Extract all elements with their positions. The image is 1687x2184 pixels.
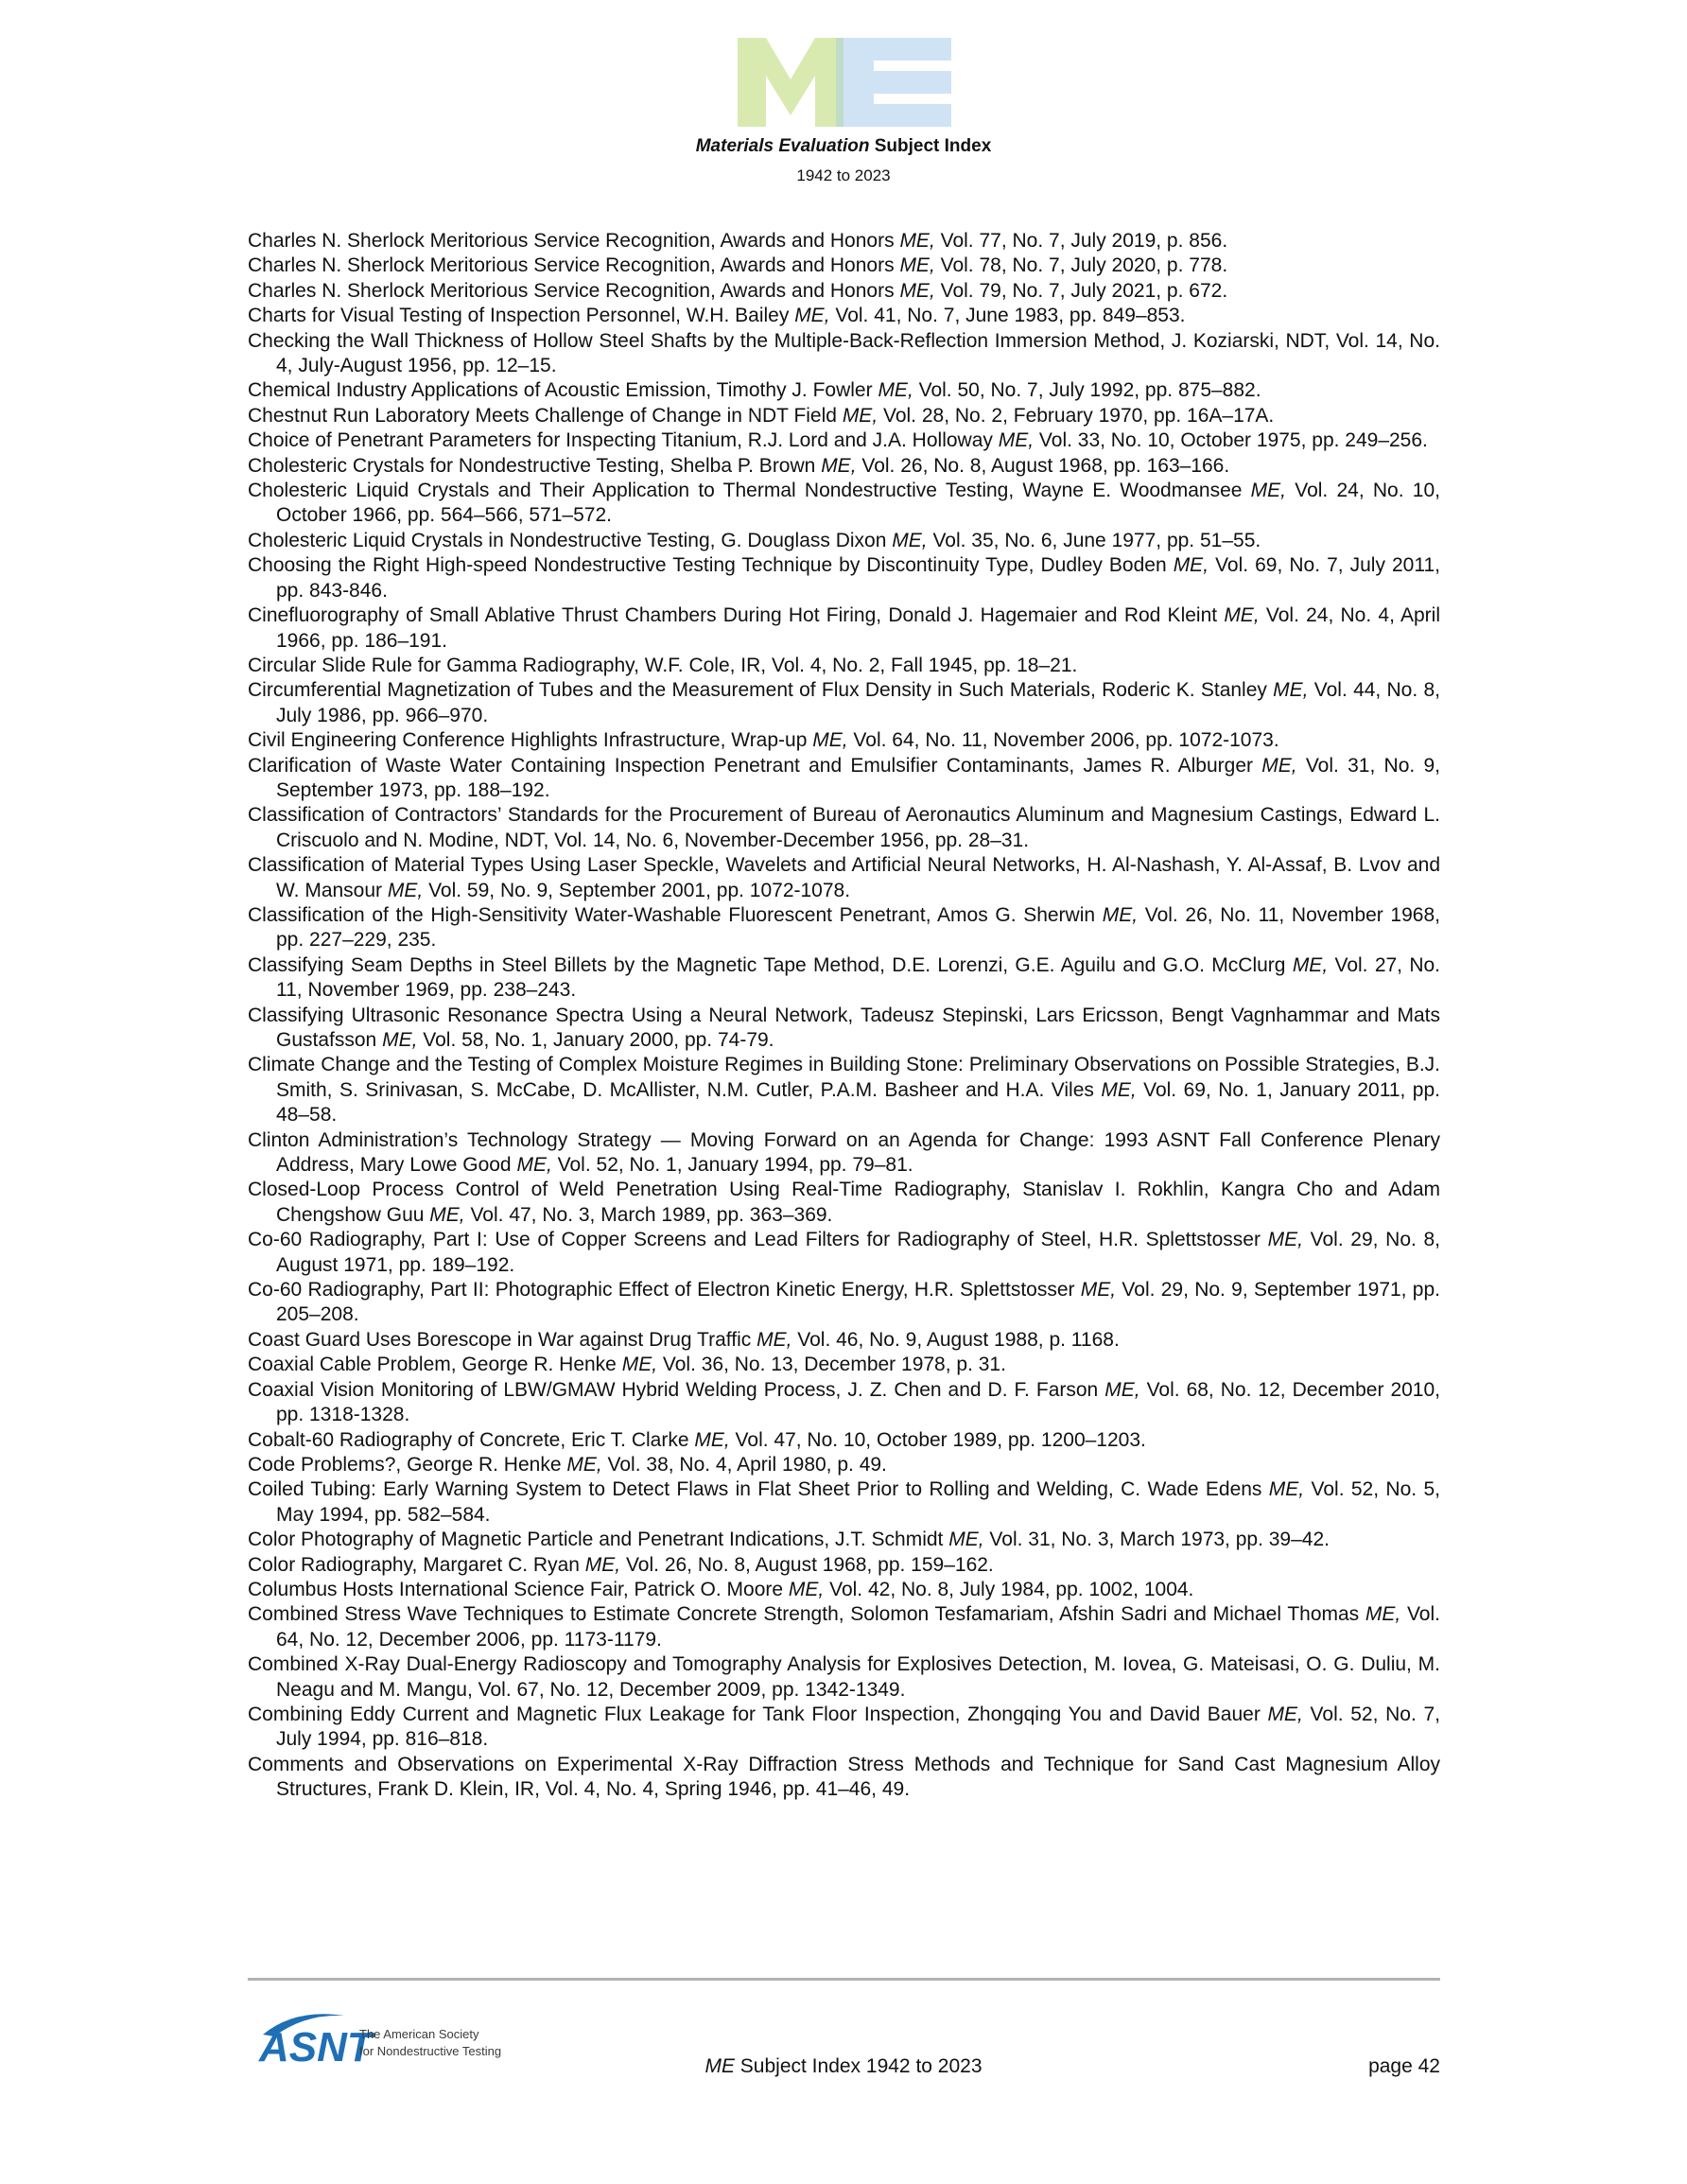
entry-title: Chestnut Run Laboratory Meets Challenge of Change in NDT Field bbox=[248, 404, 837, 427]
index-entry bbox=[248, 1278, 1440, 1328]
entry-title: Comments and Observations on Experimental X-Ray Diffraction Stress Methods and Technique for Sand Cast Magnesium Alloy Structures, Frank D. Klein, IR, Vol. 4, No. 4, Spring 1946, pp. 41–46, 49. bbox=[248, 1753, 1440, 1801]
m-letter-shape bbox=[738, 38, 844, 127]
entry-citation: Vol. 64, No. 11, November 2006, pp. 1072-1073. bbox=[847, 729, 1279, 752]
entry-citation: Vol. 26, No. 8, August 1968, pp. 163–166. bbox=[856, 454, 1230, 477]
entry-publication: ME, bbox=[382, 1029, 418, 1051]
entry-citation: Vol. 59, No. 9, September 2001, pp. 1072-1078. bbox=[423, 879, 851, 901]
entry-publication: ME, bbox=[429, 1203, 465, 1226]
index-entry bbox=[248, 1602, 1440, 1652]
entry-publication: ME, bbox=[1250, 480, 1287, 502]
entry-title: Coiled Tubing: Early Warning System to Detect Flaws in Flat Sheet Prior to Rolling and Welding, C. Wade Edens bbox=[248, 1478, 1262, 1501]
entry-citation: Vol. 38, No. 4, April 1980, p. 49. bbox=[601, 1453, 887, 1476]
entry-title: Co-60 Radiography, Part I: Use of Copper Screens and Lead Filters for Radiography of Steel, H.R. Splettstosser bbox=[248, 1229, 1261, 1251]
asnt-org-line-1: The American Society bbox=[359, 2027, 479, 2041]
entry-publication: ME, bbox=[1267, 1703, 1303, 1725]
entry-citation: Vol. 24, No. 4, April 1966, pp. 186–191. bbox=[276, 604, 1440, 652]
journal-title bbox=[0, 136, 1687, 157]
entry-citation: Vol. 44, No. 8, July 1986, pp. 966–970. bbox=[276, 679, 1440, 726]
entry-title: Climate Change and the Testing of Complex Moisture Regimes in Building Stone: Preliminary Observations on Possible Strategies, B.J. Smith, S. Srinivasan, S. McCabe, D. McAllister, N.M. Cutler, P.A.M. Basheer and H.A. Viles bbox=[248, 1054, 1440, 1101]
entry-citation: Vol. 26, No. 11, November 1968, pp. 227–229, 235. bbox=[276, 903, 1440, 952]
index-entry bbox=[248, 378, 1440, 403]
index-entry bbox=[248, 1753, 1440, 1803]
index-entry bbox=[248, 454, 1440, 479]
entry-citation: Vol. 33, No. 10, October 1975, pp. 249–256. bbox=[1034, 429, 1428, 452]
index-entry bbox=[248, 1004, 1440, 1054]
entry-publication: ME, bbox=[1102, 903, 1139, 926]
entry-citation: Vol. 31, No. 3, March 1973, pp. 39–42. bbox=[983, 1529, 1330, 1551]
index-entry bbox=[248, 603, 1440, 654]
entry-title: Civil Engineering Conference Highlights Infrastructure, Wrap-up bbox=[248, 729, 808, 752]
entry-title: Clarification of Waste Water Containing Inspection Penetrant and Emulsifier Contaminants, James R. Alburger bbox=[248, 754, 1253, 777]
entry-title: Classification of Contractors’ Standards for the Procurement of Bureau of Aeronautics Aluminum and Magnesium Castings, Edward L. Criscuolo and N. Modine, NDT, Vol. 14, No. 6, November-December 1956, pp. 28–31. bbox=[248, 804, 1440, 851]
entry-citation: Vol. 27, No. 11, November 1969, pp. 238–243. bbox=[276, 953, 1441, 1002]
page-number: page 42 bbox=[1368, 2055, 1440, 2077]
entry-title: Columbus Hosts International Science Fair, Patrick O. Moore bbox=[248, 1578, 784, 1600]
entry-publication: ME, bbox=[516, 1154, 552, 1177]
index-entry bbox=[248, 304, 1440, 328]
entry-title: Code Problems?, George R. Henke bbox=[248, 1453, 562, 1476]
index-entry bbox=[248, 428, 1440, 453]
entry-title: Choice of Penetrant Parameters for Inspecting Titanium, R.J. Lord and J.A. Holloway bbox=[248, 429, 993, 452]
entry-publication: ME, bbox=[1080, 1279, 1117, 1302]
entry-citation: Vol. 69, No. 1, January 2011, pp. 48–58. bbox=[276, 1078, 1440, 1127]
journal-suffix: Subject Index bbox=[869, 136, 992, 156]
entry-title: Circular Slide Rule for Gamma Radiography, W.F. Cole, IR, Vol. 4, No. 2, Fall 1945, pp. 18–21. bbox=[248, 654, 1078, 676]
index-entry bbox=[248, 1428, 1440, 1453]
entry-citation: Vol. 77, No. 7, July 2019, p. 856. bbox=[934, 230, 1228, 252]
entry-title: Closed-Loop Process Control of Weld Penetration Using Real-Time Radiography, Stanislav I. Rokhlin, Kangra Cho and Adam Chengshow Guu bbox=[248, 1179, 1440, 1226]
index-entry bbox=[248, 329, 1440, 379]
index-entry bbox=[248, 903, 1440, 953]
entry-citation: Vol. 69, No. 7, July 2011, pp. 843-846. bbox=[276, 554, 1440, 602]
entry-title: Circumferential Magnetization of Tubes and the Measurement of Flux Density in Such Materials, Roderic K. Stanley bbox=[248, 679, 1267, 702]
entry-title: Cholesteric Crystals for Nondestructive Testing, Shelba P. Brown bbox=[248, 454, 816, 477]
entry-title: Charles N. Sherlock Meritorious Service Recognition, Awards and Honors bbox=[248, 230, 895, 252]
entry-title: Choosing the Right High-speed Nondestructive Testing Technique by Discontinuity Type, Dudley Boden bbox=[248, 554, 1167, 577]
entry-title: Cobalt-60 Radiography of Concrete, Eric T. Clarke bbox=[248, 1428, 689, 1451]
entry-publication: ME, bbox=[899, 254, 935, 277]
entry-publication: ME, bbox=[1261, 754, 1297, 777]
entry-publication: ME, bbox=[694, 1428, 730, 1451]
logo-overlap bbox=[836, 38, 844, 127]
entry-publication: ME, bbox=[1224, 604, 1260, 627]
entry-title: Charles N. Sherlock Meritorious Service Recognition, Awards and Honors bbox=[248, 254, 895, 277]
index-entry bbox=[248, 803, 1440, 853]
footer-divider bbox=[248, 1978, 1440, 1981]
entry-publication: ME, bbox=[948, 1529, 984, 1551]
asnt-logo-text: ASNT bbox=[259, 2024, 373, 2070]
entry-citation: Vol. 79, No. 7, July 2021, p. 672. bbox=[934, 279, 1228, 302]
index-entry bbox=[248, 1378, 1440, 1428]
entry-citation: Vol. 50, No. 7, July 1992, pp. 875–882. bbox=[913, 379, 1261, 402]
entry-title: Classification of Material Types Using Laser Speckle, Wavelets and Artificial Neural Networks, H. Al-Nashash, Y. Al-Assaf, B. Lvov and W. Mansour bbox=[248, 854, 1440, 901]
entry-publication: ME, bbox=[842, 404, 878, 427]
index-entry bbox=[248, 754, 1440, 804]
index-entry bbox=[248, 1703, 1440, 1753]
index-entry bbox=[248, 1477, 1440, 1528]
index-entry bbox=[248, 1528, 1440, 1552]
entry-title: Color Radiography, Margaret C. Ryan bbox=[248, 1553, 580, 1576]
entry-publication: ME, bbox=[1292, 953, 1329, 976]
entry-title: Clinton Administration’s Technology Strategy — Moving Forward on an Agenda for Change: 1993 ASNT Fall Conference Plenary Address, Mary Lowe Good bbox=[248, 1128, 1440, 1177]
entry-citation: Vol. 47, No. 3, March 1989, pp. 363–369. bbox=[464, 1203, 833, 1226]
entry-publication: ME, bbox=[821, 454, 857, 477]
footer-index-abbrev: ME bbox=[704, 2055, 735, 2077]
entry-title: Classifying Seam Depths in Steel Billets by the Magnetic Tape Method, D.E. Lorenzi, G.E. Aguilu and G.O. McClurg bbox=[248, 953, 1286, 976]
entry-citation: Vol. 47, No. 10, October 1989, pp. 1200–1203. bbox=[729, 1428, 1146, 1451]
index-entry bbox=[248, 279, 1440, 304]
entry-publication: ME, bbox=[621, 1354, 658, 1376]
entry-publication: ME, bbox=[584, 1553, 621, 1576]
entry-title: Coaxial Cable Problem, George R. Henke bbox=[248, 1354, 617, 1376]
index-entry bbox=[248, 1453, 1440, 1477]
entry-title: Cinefluorography of Small Ablative Thrust Chambers During Hot Firing, Donald J. Hagemaier and Rod Kleint bbox=[248, 604, 1218, 627]
entry-citation: Vol. 52, No. 7, July 1994, pp. 816–818. bbox=[276, 1703, 1440, 1751]
entry-publication: ME, bbox=[788, 1578, 825, 1600]
entry-publication: ME, bbox=[794, 305, 830, 327]
index-entry bbox=[248, 728, 1440, 753]
entry-publication: ME, bbox=[1104, 1378, 1140, 1401]
index-entry bbox=[248, 1053, 1440, 1127]
entry-citation: Vol. 58, No. 1, January 2000, pp. 74-79. bbox=[417, 1029, 774, 1051]
entry-citation: Vol. 46, No. 9, August 1988, p. 1168. bbox=[791, 1328, 1120, 1351]
entry-citation: Vol. 26, No. 8, August 1968, pp. 159–162. bbox=[620, 1553, 994, 1576]
index-entry bbox=[248, 1128, 1440, 1179]
entry-title: Coast Guard Uses Borescope in War against Drug Traffic bbox=[248, 1328, 752, 1351]
index-entry bbox=[248, 678, 1440, 728]
index-entry-list bbox=[248, 229, 1440, 1803]
entry-publication: ME, bbox=[878, 379, 913, 402]
index-entry bbox=[248, 953, 1440, 1004]
index-entry bbox=[248, 1178, 1440, 1228]
entry-citation: Vol. 52, No. 1, January 1994, pp. 79–81. bbox=[551, 1154, 913, 1177]
index-entry bbox=[248, 553, 1440, 603]
entry-publication: ME, bbox=[1101, 1078, 1137, 1101]
entry-publication: ME, bbox=[812, 729, 848, 752]
entry-publication: ME, bbox=[1365, 1603, 1401, 1626]
entry-title: Cholesteric Liquid Crystals and Their Application to Thermal Nondestructive Testing, Wayne E. Woodmansee bbox=[248, 480, 1243, 502]
e-letter-shape bbox=[836, 38, 951, 127]
entry-publication: ME, bbox=[899, 279, 935, 302]
index-entry bbox=[248, 253, 1440, 278]
entry-title: Co-60 Radiography, Part II: Photographic Effect of Electron Kinetic Energy, H.R. Splettstosser bbox=[248, 1279, 1075, 1302]
footer-index-label: Subject Index 1942 to 2023 bbox=[734, 2055, 983, 2077]
entry-citation: Vol. 78, No. 7, July 2020, p. 778. bbox=[934, 254, 1228, 277]
entry-citation: Vol. 41, No. 7, June 1983, pp. 849–853. bbox=[829, 305, 1186, 327]
year-range: 1942 to 2023 bbox=[796, 166, 891, 184]
entry-title: Combined X-Ray Dual-Energy Radioscopy and Tomography Analysis for Explosives Detection, M. Iovea, G. Mateisasi, O. G. Duliu, M. Neagu and M. Mangu, Vol. 67, No. 12, December 2009, pp. 1342-1349. bbox=[248, 1653, 1440, 1701]
entry-title: Charts for Visual Testing of Inspection Personnel, W.H. Bailey bbox=[248, 305, 790, 327]
entry-citation: Vol. 28, No. 2, February 1970, pp. 16A–17A. bbox=[878, 404, 1275, 427]
index-entry bbox=[248, 1652, 1440, 1703]
entry-publication: ME, bbox=[1273, 679, 1309, 702]
index-entry bbox=[248, 1228, 1440, 1278]
entry-publication: ME, bbox=[1268, 1478, 1305, 1501]
entry-publication: ME, bbox=[1173, 554, 1209, 577]
journal-name: Materials Evaluation bbox=[695, 136, 870, 156]
index-entry bbox=[248, 853, 1440, 903]
entry-publication: ME, bbox=[566, 1453, 602, 1476]
entry-publication: ME, bbox=[1267, 1229, 1303, 1251]
entry-citation: Vol. 35, No. 6, June 1977, pp. 51–55. bbox=[927, 529, 1261, 551]
index-entry bbox=[248, 1353, 1440, 1377]
entry-citation: Vol. 64, No. 12, December 2006, pp. 1173-1179. bbox=[276, 1603, 1440, 1651]
index-entry bbox=[248, 404, 1440, 428]
entry-title: Charles N. Sherlock Meritorious Service Recognition, Awards and Honors bbox=[248, 279, 895, 302]
me-logo bbox=[738, 38, 951, 127]
entry-citation: Vol. 29, No. 8, August 1971, pp. 189–192. bbox=[276, 1229, 1440, 1276]
entry-title: Color Photography of Magnetic Particle and Penetrant Indications, J.T. Schmidt bbox=[248, 1529, 944, 1551]
entry-title: Classification of the High-Sensitivity Water-Washable Fluorescent Penetrant, Amos G. Sherwin bbox=[248, 903, 1096, 926]
entry-title: Combined Stress Wave Techniques to Estimate Concrete Strength, Solomon Tesfamariam, Afshin Sadri and Michael Thomas bbox=[248, 1603, 1360, 1626]
entry-publication: ME, bbox=[899, 230, 935, 252]
entry-title: Combining Eddy Current and Magnetic Flux Leakage for Tank Floor Inspection, Zhongqing You and David Bauer bbox=[248, 1703, 1261, 1725]
entry-publication: ME, bbox=[998, 429, 1035, 452]
entry-publication: ME, bbox=[892, 529, 928, 551]
entry-publication: ME, bbox=[757, 1328, 792, 1351]
entry-title: Chemical Industry Applications of Acoustic Emission, Timothy J. Fowler bbox=[248, 379, 873, 402]
index-entry bbox=[248, 654, 1440, 678]
asnt-org-line-2: for Nondestructive Testing bbox=[359, 2044, 502, 2058]
index-entry bbox=[248, 1553, 1440, 1578]
entry-citation: Vol. 24, No. 10, October 1966, pp. 564–566, 571–572. bbox=[276, 480, 1440, 527]
index-entry bbox=[248, 1328, 1440, 1353]
entry-title: Cholesteric Liquid Crystals in Nondestructive Testing, G. Douglass Dixon bbox=[248, 529, 887, 551]
entry-citation: Vol. 31, No. 9, September 1973, pp. 188–192. bbox=[276, 754, 1440, 801]
entry-citation: Vol. 52, No. 5, May 1994, pp. 582–584. bbox=[276, 1478, 1440, 1526]
index-entry bbox=[248, 529, 1440, 553]
entry-title: Checking the Wall Thickness of Hollow Steel Shafts by the Multiple-Back-Reflection Immersion Method, J. Koziarski, NDT, Vol. 14, No. 4, July-August 1956, pp. 12–15. bbox=[248, 329, 1440, 377]
entry-citation: Vol. 68, No. 12, December 2010, pp. 1318-1328. bbox=[276, 1378, 1441, 1426]
entry-citation: Vol. 36, No. 13, December 1978, p. 31. bbox=[657, 1354, 1006, 1376]
entry-title: Coaxial Vision Monitoring of LBW/GMAW Hybrid Welding Process, J. Z. Chen and D. F. Farson bbox=[248, 1378, 1099, 1401]
index-entry bbox=[248, 479, 1440, 529]
entry-citation: Vol. 29, No. 9, September 1971, pp. 205–208. bbox=[276, 1279, 1440, 1326]
index-entry bbox=[248, 229, 1440, 253]
entry-citation: Vol. 42, No. 8, July 1984, pp. 1002, 1004. bbox=[824, 1578, 1194, 1600]
index-entry bbox=[248, 1578, 1440, 1602]
entry-title: Classifying Ultrasonic Resonance Spectra Using a Neural Network, Tadeusz Stepinski, Lars Ericsson, Bengt Vagnhammar and Mats Gustafsson bbox=[248, 1004, 1440, 1051]
entry-publication: ME, bbox=[387, 879, 424, 901]
